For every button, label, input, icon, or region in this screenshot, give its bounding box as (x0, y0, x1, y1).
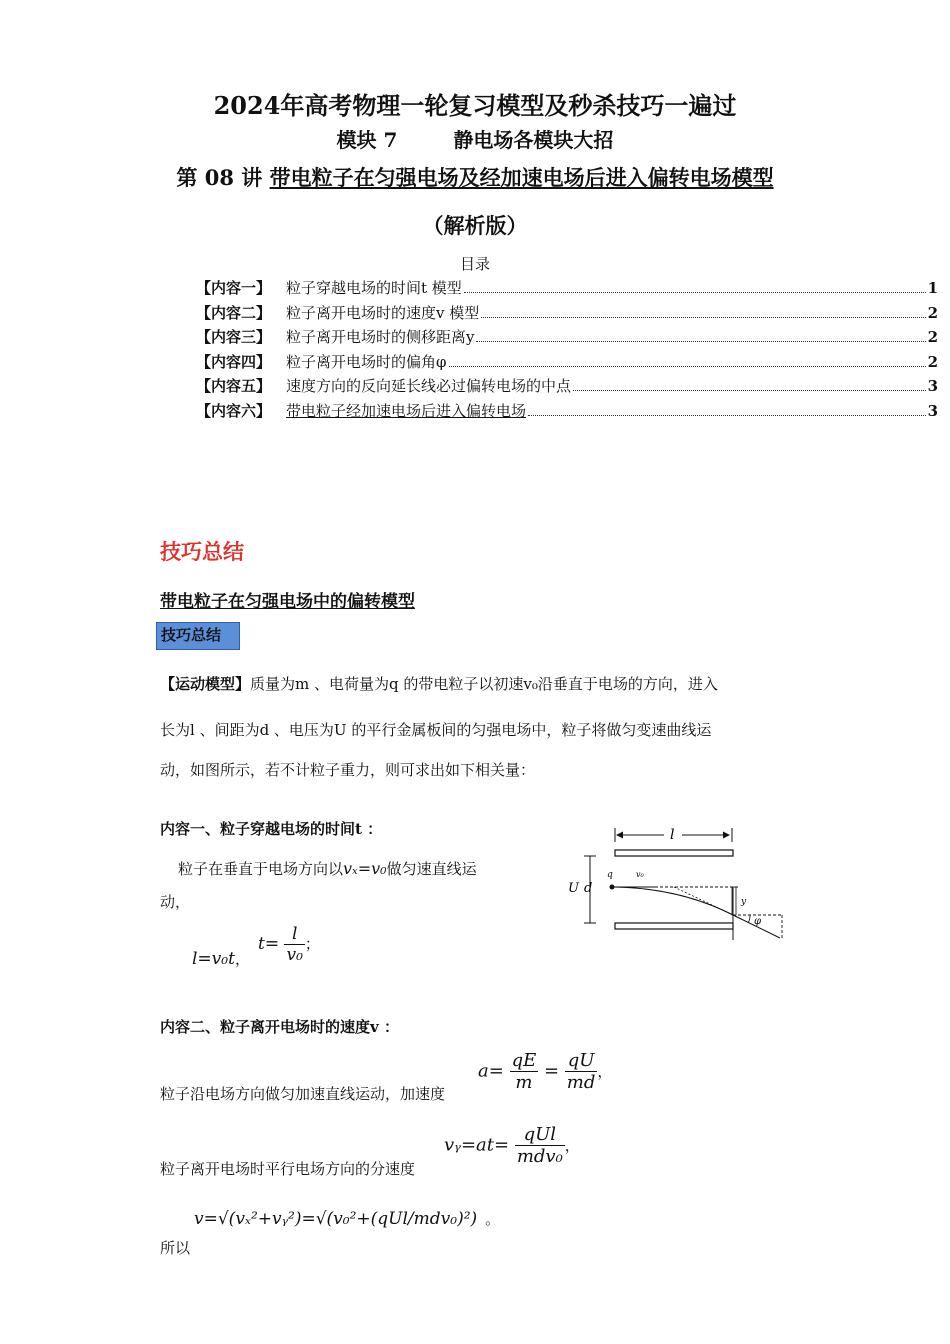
toc-leader (573, 390, 926, 391)
toc-key: 【内容二】 (196, 303, 272, 322)
lecture-heading (0, 162, 950, 192)
toc-text: 粒子离开电场时的速度v 模型 (286, 303, 480, 322)
particle (610, 885, 615, 890)
bottom-plate (615, 923, 733, 929)
summary-box-label: 技巧总结 (156, 622, 240, 650)
toc-key: 【内容五】 (196, 377, 272, 396)
content2-heading: 内容二、粒子离开电场时的速度v ： (160, 1018, 399, 1036)
denominator: mdv₀ (516, 1146, 563, 1167)
toc-title: 目录 (459, 255, 490, 273)
module-label: 模块 7 (336, 128, 398, 152)
toc-item-1[interactable] (196, 277, 938, 302)
table-of-contents (196, 277, 938, 425)
toc-leader (476, 341, 925, 342)
denominator: md (566, 1072, 596, 1093)
qUl-over-mdv0 (515, 1124, 565, 1167)
acceleration-equation (478, 1050, 612, 1093)
toc-leader (449, 366, 926, 367)
toc-text: 速度方向的反向延长线必过偏转电场的中点 (286, 377, 572, 396)
motion-key: 【运动模型】 (160, 675, 251, 693)
content2-text-a: 粒子沿电场方向做匀加速直线运动，加速度 (160, 1085, 446, 1103)
toc-page: 2 (927, 352, 938, 371)
content2-text-b: 粒子离开电场时平行电场方向的分速度 (160, 1160, 416, 1178)
content1-text: 粒子在垂直于电场方向以 (178, 860, 344, 878)
content1-heading: 内容一、粒子穿越电场的时间t ： (160, 820, 383, 838)
equation-t (258, 924, 320, 965)
speed-equation (194, 1208, 500, 1229)
motion-paragraph-line2: 长为l 、间距为d 、电压为U 的平行金属板间的匀强电场中，粒子将做匀变速曲线运 (160, 721, 712, 739)
label-phi: φ (754, 916, 762, 927)
content1-text-line2: 动， (160, 893, 191, 911)
qE-over-m (510, 1050, 539, 1093)
toc-page: 3 (927, 377, 938, 396)
a-lhs: a= (478, 1060, 504, 1082)
v-equation: v=√(vₓ²+vᵧ²)=√(v₀²+(qUl/mdv₀)²) (194, 1209, 478, 1229)
module-name: 静电场各模块大招 (453, 128, 614, 152)
module-heading (0, 124, 950, 153)
toc-item-4[interactable] (196, 351, 938, 376)
separator: ， (564, 1136, 580, 1155)
vy-lhs: vᵧ=at= (444, 1134, 510, 1156)
deflection-figure (560, 820, 800, 950)
top-plate (615, 850, 733, 856)
trajectory (614, 887, 733, 915)
toc-key: 【内容三】 (196, 328, 272, 347)
toc-leader (481, 317, 925, 318)
separator: ； (304, 935, 320, 953)
toc-page: 1 (927, 279, 938, 297)
toc-text: 粒子穿越电场的时间t 模型 (286, 279, 462, 297)
toc-item-3[interactable] (196, 326, 938, 351)
toc-page: 2 (927, 328, 938, 347)
vy-equation (444, 1124, 580, 1167)
content1-text-tail: 做匀速直线运 (386, 860, 477, 878)
t-lhs: t= (258, 934, 280, 954)
toc-leader (464, 292, 926, 293)
toc-key: 【内容一】 (196, 279, 272, 297)
t-numerator: l (284, 924, 304, 945)
toc-text: 带电粒子经加速电场后进入偏转电场 (286, 401, 527, 420)
toc-key: 【内容四】 (196, 352, 272, 371)
toc-item-2[interactable] (196, 302, 938, 327)
equals: = (543, 1060, 560, 1082)
period: 。 (485, 1210, 501, 1228)
vx-equation: vₓ=v₀ (343, 859, 387, 878)
toc-leader (528, 415, 926, 416)
label-U: U (568, 881, 579, 896)
l-equals-v0t: l=v₀t (192, 949, 235, 969)
model-title: 带电粒子在匀强电场中的偏转模型 (160, 592, 415, 612)
label-q: q (607, 870, 613, 880)
toc-page: 3 (927, 401, 938, 420)
separator: ， (234, 950, 250, 968)
edition-label: （解析版） (422, 213, 528, 238)
qU-over-md (565, 1050, 598, 1093)
numerator: qE (511, 1050, 537, 1071)
document-title: 2024年高考物理一轮复习模型及秒杀技巧一遍过 (213, 91, 737, 120)
numerator: qUl (515, 1124, 565, 1146)
t-denominator: v₀ (286, 945, 303, 965)
section-heading: 技巧总结 (160, 539, 244, 564)
motion-text: 质量为m 、电荷量为q 的带电粒子以初速v₀沿垂直于电场的方向，进入 (250, 675, 718, 693)
t-fraction (284, 924, 304, 965)
toc-text: 粒子离开电场时的侧移距离y (286, 328, 475, 347)
toc-key: 【内容六】 (196, 401, 272, 420)
equation-l (192, 948, 250, 969)
toc-text: 粒子离开电场时的偏角φ (286, 352, 447, 371)
content1-text-line1 (178, 858, 477, 879)
content2-text-c: 所以 (160, 1239, 191, 1257)
toc-page: 2 (927, 303, 938, 322)
length-dimension (615, 827, 732, 843)
denominator: m (515, 1072, 533, 1093)
label-v0: v₀ (636, 870, 644, 879)
separator: ， (597, 1062, 613, 1081)
toc-item-5[interactable] (196, 375, 938, 400)
label-d: d (584, 881, 593, 896)
numerator: qU (565, 1050, 598, 1072)
motion-paragraph-line1 (160, 673, 800, 695)
lecture-prefix: 第 08 讲 (176, 165, 263, 190)
label-l: l (670, 827, 675, 843)
toc-item-6[interactable] (196, 400, 938, 425)
label-y: y (741, 897, 747, 907)
lecture-title: 带电粒子在匀强电场及经加速电场后进入偏转电场模型 (269, 165, 774, 190)
motion-paragraph-line3: 动，如图所示，若不计粒子重力，则可求出如下相关量： (160, 761, 536, 779)
